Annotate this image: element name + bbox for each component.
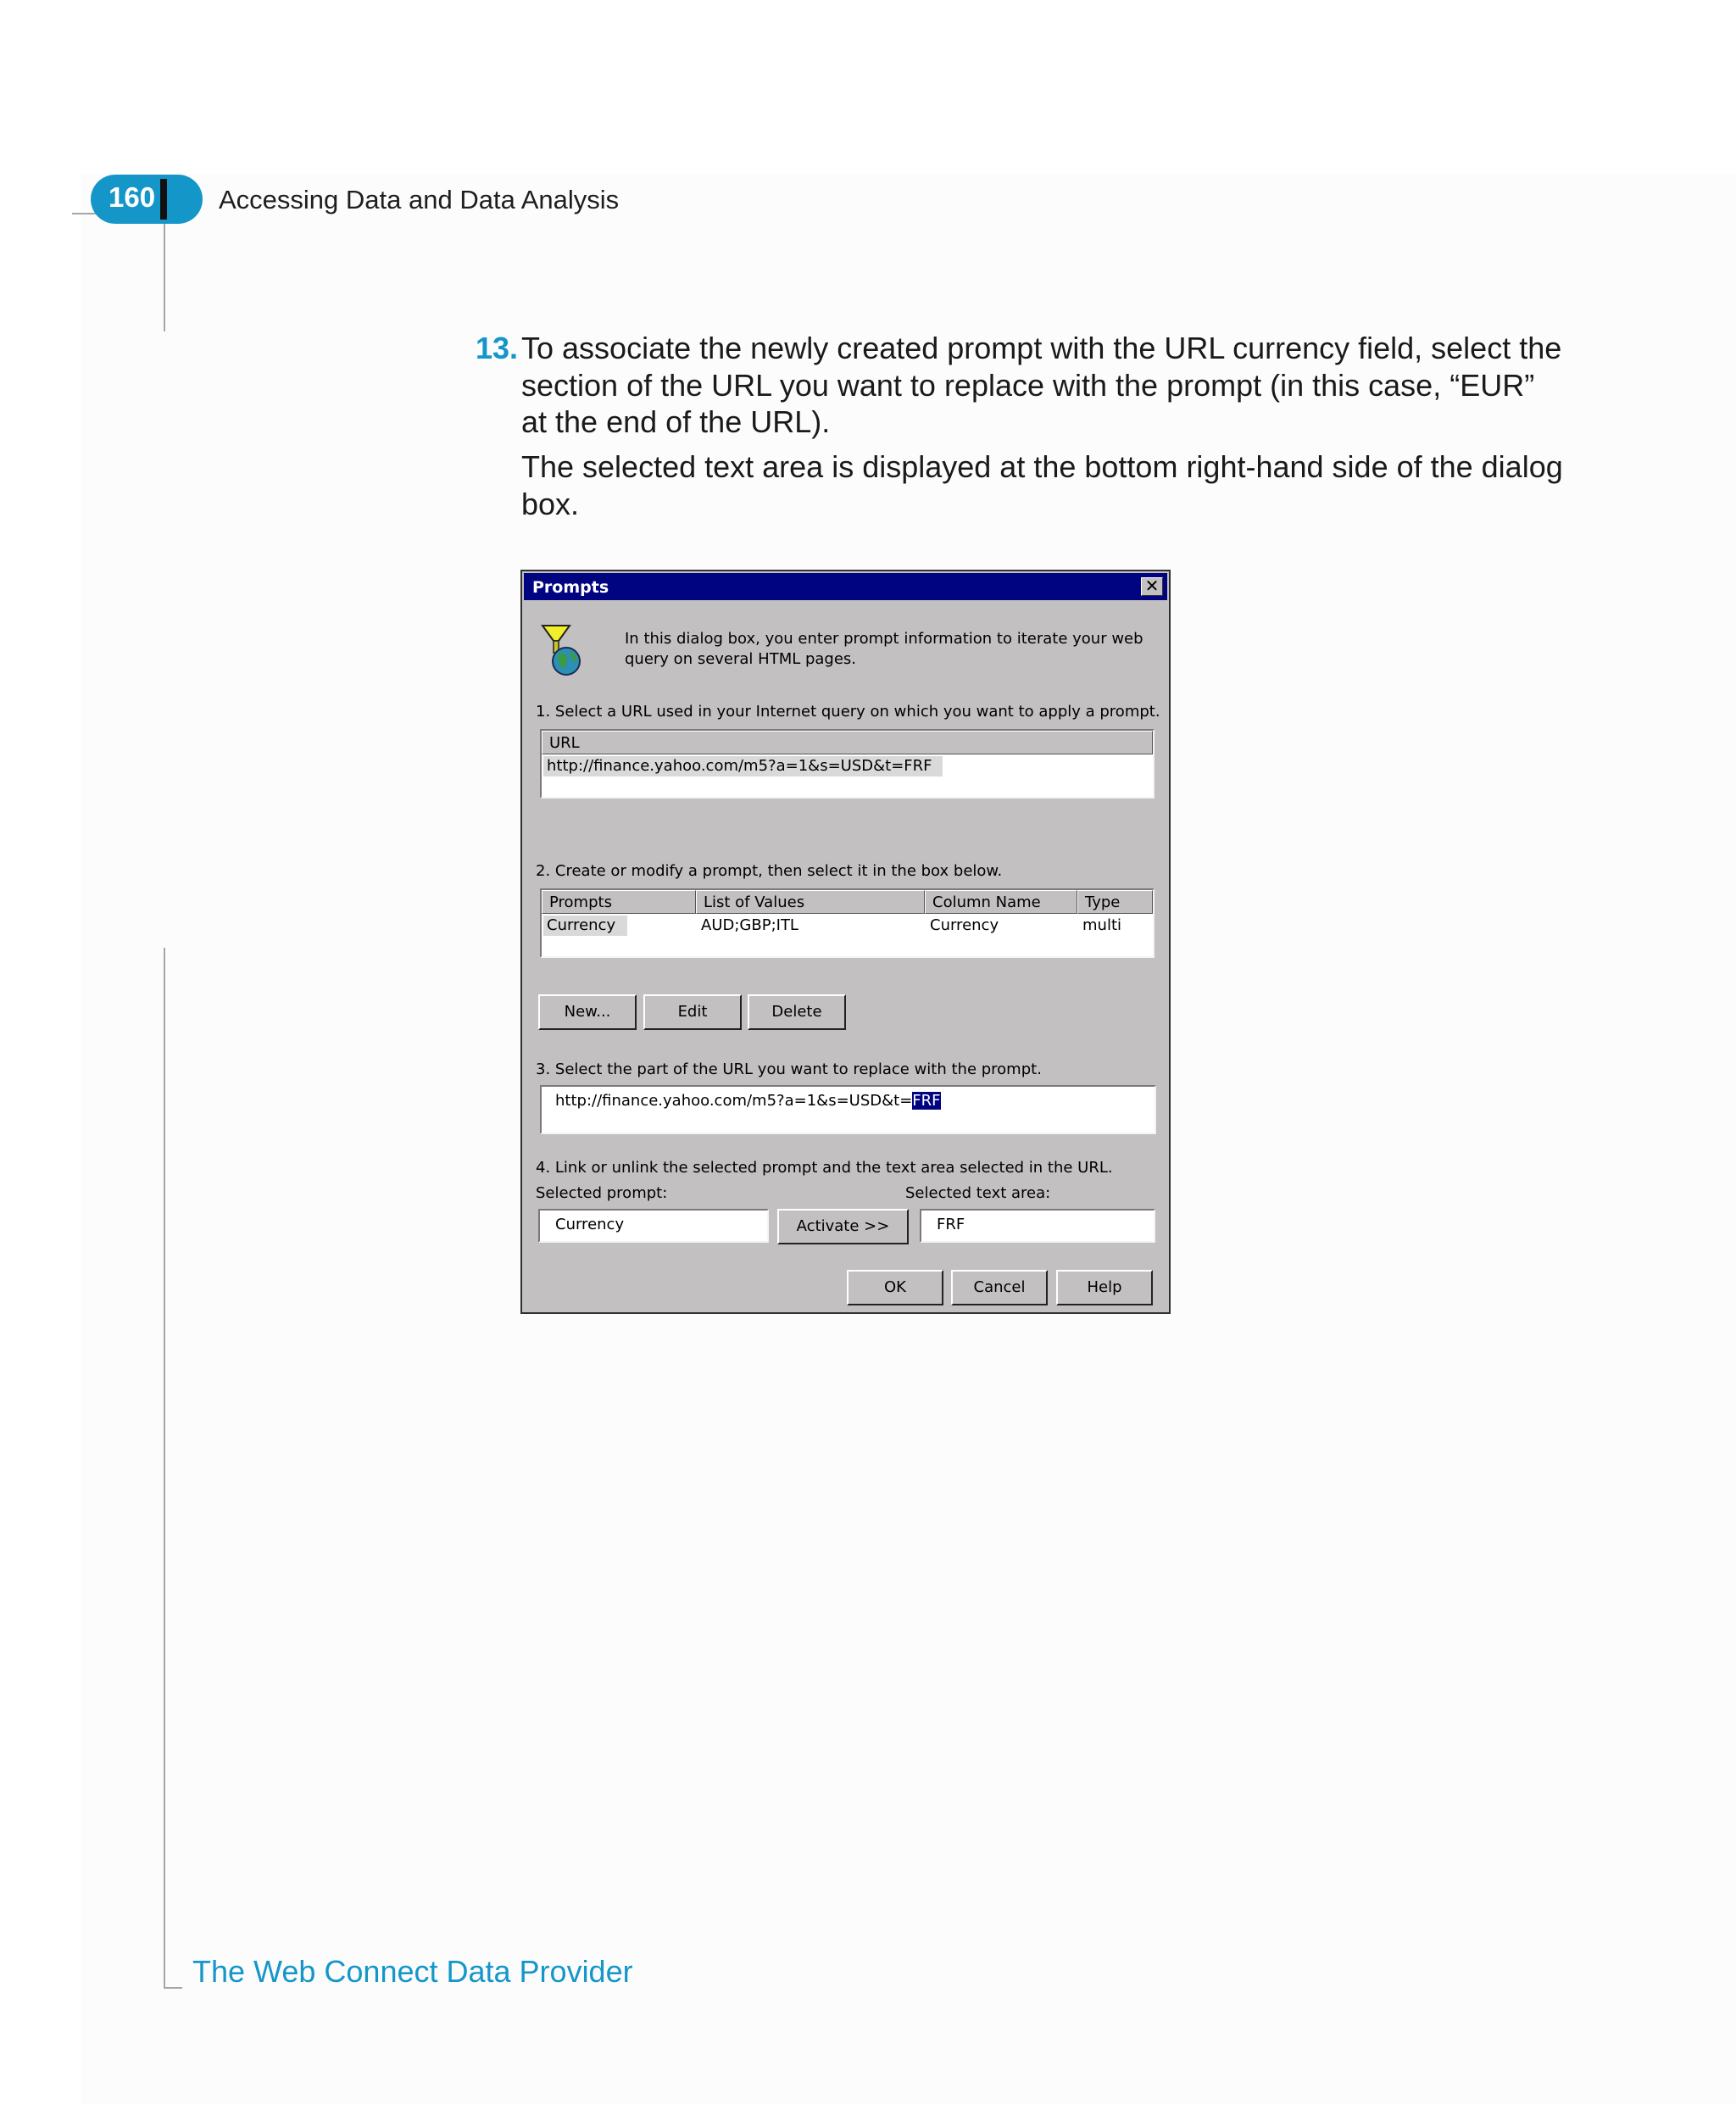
page-number: 160	[108, 181, 156, 213]
values-cell: AUD;GBP;ITL	[701, 916, 798, 934]
list-of-values-column-header[interactable]: List of Values	[696, 890, 925, 914]
prompts-table[interactable]	[540, 888, 1155, 958]
cancel-button[interactable]: Cancel	[951, 1270, 1048, 1305]
table-row[interactable]	[542, 916, 1153, 938]
footer-rule	[164, 1987, 182, 1989]
step-text: To associate the newly created prompt with the URL currency field, select the section of the URL you want to replace with the prompt (in this case, “EUR” at the end of the URL).	[521, 331, 1562, 439]
selected-text-area-label: Selected text area:	[905, 1184, 1051, 1202]
section3-label: 3. Select the part of the URL you want to replace with the prompt.	[536, 1060, 1042, 1078]
footer-title: The Web Connect Data Provider	[192, 1954, 633, 1989]
page-number-bar	[160, 179, 167, 220]
running-head: Accessing Data and Data Analysis	[219, 185, 620, 214]
column-name-column-header[interactable]: Column Name	[925, 890, 1077, 914]
step-subtext: The selected text area is displayed at the bottom right-hand side of the dialog box.	[521, 449, 1563, 521]
type-cell: multi	[1082, 916, 1122, 934]
edit-button[interactable]: Edit	[643, 994, 742, 1030]
prompt-cell: Currency	[543, 916, 627, 936]
new-button[interactable]: New...	[538, 994, 637, 1030]
prompt-filter-globe-icon	[541, 624, 583, 676]
url-edit-text	[555, 1091, 941, 1111]
selected-prompt-field[interactable]: Currency	[538, 1209, 769, 1243]
margin-rule-top	[164, 213, 165, 331]
type-column-header[interactable]: Type	[1077, 890, 1153, 914]
help-button[interactable]: Help	[1056, 1270, 1153, 1305]
close-icon: ✕	[1144, 576, 1160, 596]
url-edit-selection: FRF	[912, 1092, 941, 1110]
url-edit-prefix: http://finance.yahoo.com/m5?a=1&s=USD&t=	[555, 1092, 913, 1110]
prompts-dialog	[520, 570, 1171, 1314]
prompts-column-header[interactable]: Prompts	[542, 890, 696, 914]
url-list-item[interactable]: http://finance.yahoo.com/m5?a=1&s=USD&t=FRF	[543, 756, 943, 776]
close-button[interactable]	[1141, 577, 1163, 596]
selected-text-area-field[interactable]: FRF	[920, 1209, 1155, 1243]
delete-button[interactable]: Delete	[748, 994, 846, 1030]
margin-rule-bottom	[164, 948, 165, 1989]
section2-label: 2. Create or modify a prompt, then select it in the box below.	[536, 862, 1003, 880]
step-number: 13.	[476, 331, 519, 365]
column-cell: Currency	[930, 916, 999, 934]
url-listbox[interactable]	[540, 729, 1155, 799]
ok-button[interactable]: OK	[847, 1270, 943, 1305]
dialog-title: Prompts	[532, 578, 609, 597]
selected-prompt-label: Selected prompt:	[536, 1184, 668, 1202]
dialog-titlebar	[524, 573, 1167, 600]
activate-button[interactable]: Activate >>	[777, 1209, 909, 1244]
section1-label: 1. Select a URL used in your Internet query on which you want to apply a prompt.	[536, 703, 1160, 721]
url-column-header[interactable]: URL	[542, 731, 1153, 754]
section4-label: 4. Link or unlink the selected prompt and the text area selected in the URL.	[536, 1159, 1113, 1177]
dialog-intro: In this dialog box, you enter prompt information to iterate your web query on several HTML pages.	[625, 630, 1143, 668]
url-edit-field[interactable]	[540, 1085, 1156, 1134]
